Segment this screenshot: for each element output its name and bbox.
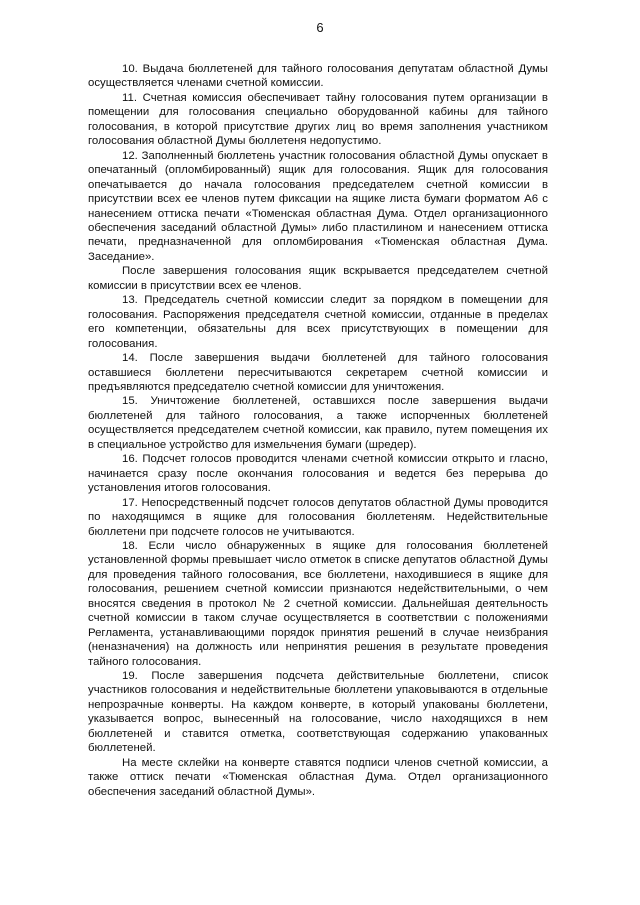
paragraph-11: 11. Счетная комиссия обеспечивает тайну голосования путем организации в помещении для голосования специально оборудованной кабины для тайного голосования, в которой присутствие других лиц во время заполнения участником голосования областной Думы бюллетеня недопустимо. (88, 91, 548, 148)
paragraph-19: 19. После завершения подсчета действительные бюллетени, список участников голосования и недействительные бюллетени упаковываются в отдельные непрозрачные конверты. На каждом конверте, в который упакованы бюллетени, указывается вопрос, вынесенный на голосование, число находящихся в нем бюллетеней и ставится отметка, соответствующая содержанию упакованных бюллетеней. (88, 670, 548, 755)
paragraph-13: 13. Председатель счетной комиссии следит за порядком в помещении для голосования. Распоряжения председателя счетной комиссии, отданные в пределах его компетенции, обязательны для всех присутствующих в помещении для голосования. (88, 294, 548, 350)
paragraph-15: 15. Уничтожение бюллетеней, оставшихся после завершения выдачи бюллетеней для тайного голосования, а также испорченных бюллетеней осуществляется председателем счетной комиссии, как правило, путем помещения их в специальное устройство для измельчения бумаги (шредер). (88, 395, 548, 451)
paragraph-14: 14. После завершения выдачи бюллетеней для тайного голосования оставшиеся бюллетени пересчитываются секретарем счетной комиссии и предъявляются председателю счетной комиссии для уничтожения. (88, 352, 548, 393)
document-body (88, 62, 548, 799)
paragraph-10: 10. Выдача бюллетеней для тайного голосования депутатам областной Думы осуществляется членами счетной комиссии. (88, 63, 548, 90)
paragraph-18: 18. Если число обнаруженных в ящике для голосования бюллетеней установленной формы превышает число отметок в списке депутатов областной Думы для проведения тайного голосования, все бюллетени, находившиеся в ящике для голосования, решением счетной комиссии признаются недействительными, о чем вносятся сведения в протокол № 2 счетной комиссии. Дальнейшая деятельность счетной комиссии в таком случае осуществляется в соответствии с положениями Регламента, устанавливающими порядок принятия решений в случае неизбрания (неназначения) на должность или непринятия решения в результате проведения тайного голосования. (88, 539, 548, 668)
paragraph-17: 17. Непосредственный подсчет голосов депутатов областной Думы проводится по находящимся в ящике для голосования бюллетеням. Недействительные бюллетени при подсчете голосов не учитываются. (88, 496, 548, 538)
paragraph-12: 12. Заполненный бюллетень участник голосования областной Думы опускает в опечатанный (опломбированный) ящик для голосования. Ящик для голосования опечатывается до начала голосования председателем счетной комиссии в присутствии всех ее членов путем фиксации на ящике листа бумаги форматом А6 с нанесением оттиска печати «Тюменская областная Дума. Отдел организационного обеспечения заседаний областной Думы» либо пластилином и нанесением оттиска печати, предназначенной для опломбирования «Тюменская областная Дума. Заседание». (88, 149, 548, 263)
paragraph-19-continued: На месте склейки на конверте ставятся подписи членов счетной комиссии, а также оттиск печати «Тюменская областная Дума. Отдел организационного обеспечения заседаний областной Думы». (88, 756, 548, 798)
paragraph-12-continued: После завершения голосования ящик вскрывается председателем счетной комиссии в присутствии всех ее членов. (88, 265, 548, 292)
page-number: 6 (316, 20, 324, 35)
paragraph-16: 16. Подсчет голосов проводится членами счетной комиссии открыто и гласно, начинается сразу после окончания голосования и ведется без перерыва до установления итогов голосования. (88, 453, 548, 495)
